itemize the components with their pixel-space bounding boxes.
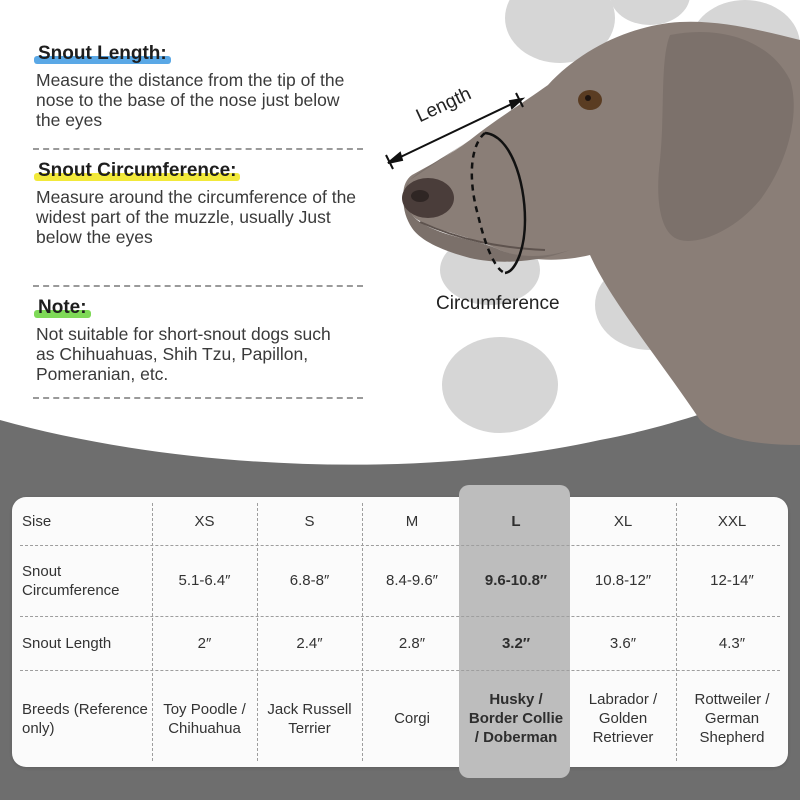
snout-circumference-heading-text: Snout Circumference:	[38, 160, 237, 181]
table-cell: XL	[613, 512, 633, 530]
snout-circumference-block	[36, 160, 366, 247]
column-divider	[362, 503, 363, 761]
note-heading-text: Note:	[38, 297, 87, 318]
note-block	[36, 297, 366, 384]
divider	[33, 397, 363, 399]
snout-circumference-text: Measure around the circumference of the widest part of the muzzle, usually Just below the eyes	[36, 187, 357, 247]
divider	[33, 285, 363, 287]
snout-length-heading-text: Snout Length:	[38, 43, 167, 64]
table-cell: 12-14″	[710, 572, 754, 589]
table-cell: Labrador / Golden Retriever	[588, 691, 658, 746]
row-divider	[20, 616, 780, 617]
snout-length-block	[36, 43, 366, 130]
table-cell: Rottweiler / German Shepherd	[694, 691, 770, 746]
table-cell: Husky / Border Collie / Doberman	[468, 691, 564, 746]
table-cell: 9.6-10.8″	[484, 572, 548, 589]
divider	[33, 148, 363, 150]
table-cell: Toy Poodle / Chihuahua	[163, 700, 246, 737]
table-cell: 8.4-9.6″	[385, 572, 438, 589]
table-cell: S	[304, 512, 315, 530]
table-cell: 2″	[197, 634, 212, 652]
row-label: Sise	[22, 512, 52, 530]
table-cell: Jack Russell Terrier	[267, 700, 352, 737]
snout-length-text: Measure the distance from the tip of the nose to the base of the nose just below the eyes	[36, 70, 345, 130]
note-heading	[36, 297, 89, 319]
table-cell: 3.2″	[501, 634, 531, 652]
row-label: Snout Length	[22, 634, 112, 652]
row-divider	[20, 545, 780, 546]
table-cell: 10.8-12″	[594, 572, 652, 589]
row-label: Snout Circumference	[22, 562, 120, 599]
snout-circumference-heading	[36, 160, 238, 182]
length-label: Length	[413, 83, 475, 128]
row-divider	[20, 670, 780, 671]
table-cell: 2.8″	[398, 634, 426, 652]
table-cell: 3.6″	[609, 634, 637, 652]
table-cell: M	[405, 512, 419, 530]
table-cell: 6.8-8″	[289, 572, 330, 589]
table-cell: XXL	[717, 512, 747, 530]
snout-length-heading	[36, 43, 169, 65]
row-label: Breeds (Reference only)	[22, 700, 148, 737]
column-divider	[676, 503, 677, 761]
column-divider	[257, 503, 258, 761]
table-cell: L	[511, 512, 521, 530]
table-cell: Corgi	[394, 710, 430, 727]
note-text: Not suitable for short-snout dogs such as Chihuahuas, Shih Tzu, Papillon, Pomeranian, etc.	[36, 324, 331, 384]
column-divider	[152, 503, 153, 761]
table-cell: 5.1-6.4″	[178, 572, 231, 589]
circumference-label: Circumference	[436, 293, 560, 314]
table-cell: 2.4″	[296, 634, 323, 652]
table-cell: XS	[194, 512, 215, 530]
table-cell: 4.3″	[718, 634, 746, 652]
